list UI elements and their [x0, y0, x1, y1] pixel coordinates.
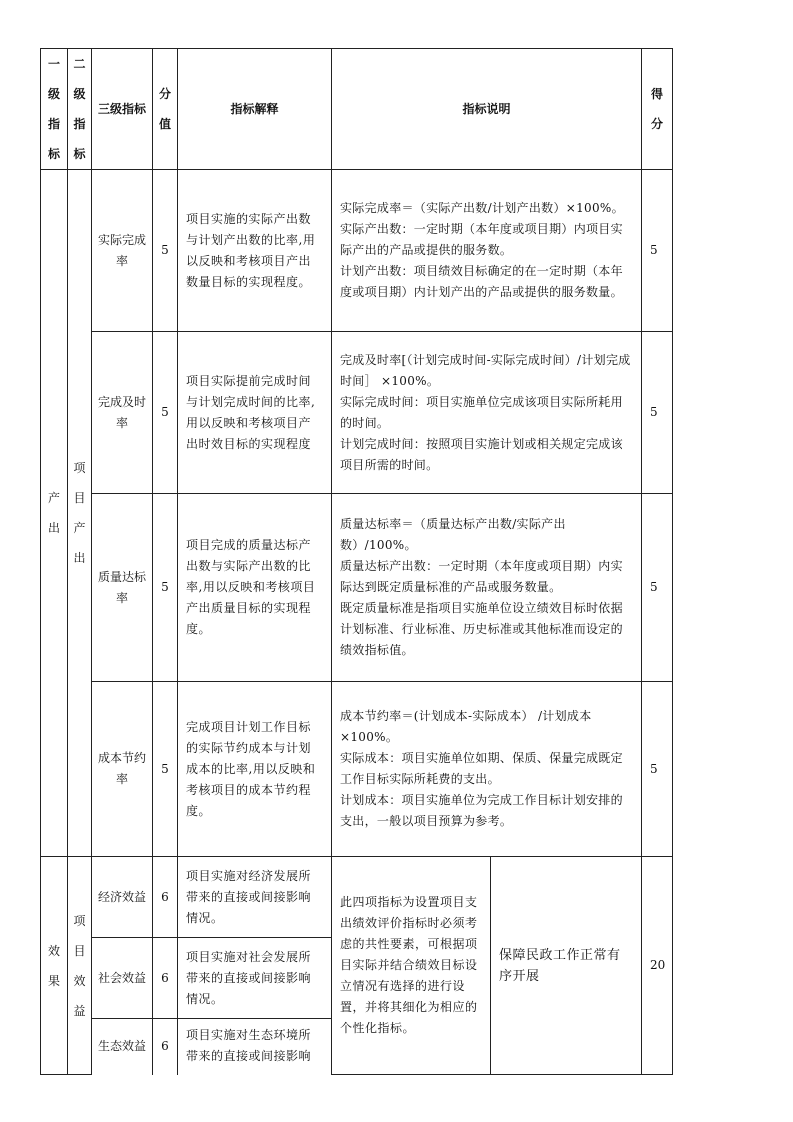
- desc-line: 计划完成时间：按照项目实施计划或相关规定完成该项目所需的时间。: [340, 436, 623, 472]
- indicator-weight: 6: [153, 1019, 178, 1075]
- effect-note: 此四项指标为设置项目支出绩效评价指标时必须考虑的共性要素，可根据项目实际并结合绩效目标设立情况有选择的进行设置，并将其细化为相应的个性化指标。: [332, 857, 491, 1075]
- indicator-name: 实际完成率: [92, 170, 153, 332]
- indicator-explain: 项目实际提前完成时间与计划完成时间的比率,用以反映和考核项目产出时效目标的实现程度: [178, 332, 332, 494]
- effect-score: 20: [642, 857, 673, 1075]
- level2-effect: 项目效益: [68, 857, 92, 1075]
- performance-indicator-table: [40, 48, 673, 1075]
- indicator-score: 5: [642, 332, 673, 494]
- effect-desc: 保障民政工作正常有序开展: [491, 857, 642, 1075]
- indicator-name: 完成及时率: [92, 332, 153, 494]
- header-row: [41, 49, 673, 170]
- table-row: [41, 170, 673, 332]
- header-desc: 指标说明: [332, 49, 642, 170]
- desc-line: 计划产出数：项目绩效目标确定的在一定时期（本年度或项目期）内计划产出的产品或提供的服务数量。: [340, 264, 623, 299]
- table-row: [41, 682, 673, 857]
- indicator-weight: 5: [153, 170, 178, 332]
- indicator-explain: 项目完成的质量达标产出数与实际产出数的比率,用以反映和考核项目产出质量目标的实现程度。: [178, 494, 332, 682]
- level1-effect: 效果: [41, 857, 68, 1075]
- header-level3: 三级指标: [92, 49, 153, 170]
- desc-line: 质量达标率＝（质量达标产出数/实际产出数）/100%。: [340, 517, 566, 552]
- indicator-explain: 项目实施对社会发展所带来的直接或间接影响情况。: [178, 938, 332, 1019]
- indicator-weight: 5: [153, 682, 178, 857]
- indicator-explain: 项目实施对经济发展所带来的直接或间接影响情况。: [178, 857, 332, 938]
- desc-line: 成本节约率＝(计划成本-实际成本） /计划成本×100%。: [340, 709, 592, 744]
- indicator-score: 5: [642, 682, 673, 857]
- desc-line: 实际完成时间：项目实施单位完成该项目实际所耗用的时间。: [340, 394, 623, 430]
- indicator-desc: [332, 332, 642, 494]
- table-row: [41, 332, 673, 494]
- indicator-explain: 完成项目计划工作目标的实际节约成本与计划成本的比率,用以反映和考核项目的成本节约程度。: [178, 682, 332, 857]
- indicator-explain: 项目实施对生态环境所带来的直接或间接影响: [178, 1019, 332, 1075]
- header-level1: 一级指标: [41, 49, 68, 170]
- header-level2: 二级指标: [68, 49, 92, 170]
- indicator-name: 社会效益: [92, 938, 153, 1019]
- desc-line: 质量达标产出数：一定时期（本年度或项目期）内实际达到既定质量标准的产品或服务数量。: [340, 559, 623, 594]
- level2-output: 项目产出: [68, 170, 92, 857]
- indicator-score: 5: [642, 170, 673, 332]
- indicator-desc: [332, 494, 642, 682]
- table-row: [41, 494, 673, 682]
- header-weight: 分值: [153, 49, 178, 170]
- indicator-name: 成本节约率: [92, 682, 153, 857]
- indicator-score: 5: [642, 494, 673, 682]
- indicator-name: 经济效益: [92, 857, 153, 938]
- desc-line: 完成及时率[（计划完成时间-实际完成时间）/计划完成时间］ ×100%。: [340, 352, 631, 388]
- desc-line: 既定质量标准是指项目实施单位设立绩效目标时依据计划标准、行业标准、历史标准或其他标准而设定的绩效指标值。: [340, 601, 623, 657]
- indicator-name: 质量达标率: [92, 494, 153, 682]
- indicator-weight: 5: [153, 332, 178, 494]
- indicator-weight: 6: [153, 938, 178, 1019]
- indicator-desc: [332, 170, 642, 332]
- desc-line: 实际成本：项目实施单位如期、保质、保量完成既定工作目标实际所耗费的支出。: [340, 751, 623, 786]
- indicator-explain: 项目实施的实际产出数与计划产出数的比率,用以反映和考核项目产出数量目标的实现程度。: [178, 170, 332, 332]
- desc-line: 实际完成率＝（实际产出数/计划产出数）×100%。: [340, 201, 624, 215]
- indicator-name: 生态效益: [92, 1019, 153, 1075]
- desc-line: 实际产出数：一定时期（本年度或项目期）内项目实际产出的产品或提供的服务数。: [340, 222, 623, 257]
- desc-line: 计划成本：项目实施单位为完成工作目标计划安排的支出，一般以项目预算为参考。: [340, 793, 623, 828]
- header-explain: 指标解释: [178, 49, 332, 170]
- indicator-desc: [332, 682, 642, 857]
- table-row: [41, 857, 673, 938]
- header-score: 得分: [642, 49, 673, 170]
- indicator-weight: 6: [153, 857, 178, 938]
- level1-output: 产出: [41, 170, 68, 857]
- indicator-weight: 5: [153, 494, 178, 682]
